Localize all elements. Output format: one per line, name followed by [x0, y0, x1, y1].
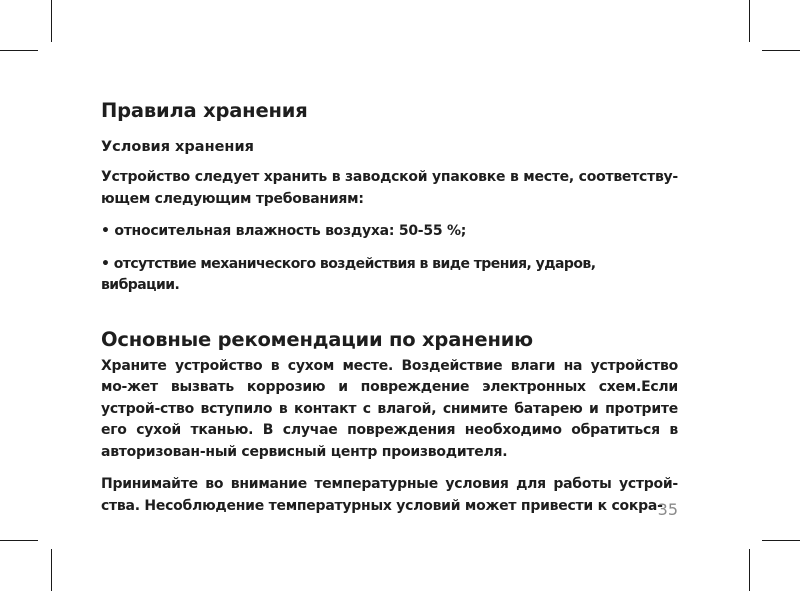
section-title: Основные рекомендации по хранению: [101, 327, 533, 351]
crop-mark-top-left-horizontal: [0, 50, 38, 51]
crop-mark-bottom-right-vertical: [749, 549, 750, 591]
storage-recommendations-section: [101, 324, 678, 518]
intro-paragraph: Устройство следует хранить в заводской упаковке в месте, соответству-ющем следующим требованиям:: [101, 169, 678, 207]
page-number: 35: [657, 500, 678, 519]
page-content: [101, 95, 678, 517]
crop-mark-top-left-vertical: [51, 0, 52, 42]
bullet-item: • относительная влажность воздуха: 50-55 %;: [101, 223, 467, 239]
crop-mark-top-right-vertical: [749, 0, 750, 42]
bullet-item: • отсутствие механического воздействия в виде трения, ударов, вибрации.: [101, 255, 596, 293]
storage-rules-section: [101, 95, 678, 297]
crop-mark-top-right-horizontal: [762, 50, 800, 51]
body-paragraph: Храните устройство в сухом месте. Воздействие влаги на устройство мо-жет вызвать коррозию и повреждение электронных схем.Если устрой-ство вступило в контакт с влагой, снимите батарею и протрите его сухой тканью. В случае повреждения необходимо обратиться в авторизован-ный сервисный центр производителя.: [101, 357, 678, 460]
crop-mark-bottom-left-horizontal: [0, 540, 38, 541]
body-paragraph: Принимайте во внимание температурные условия для работы устрой-ства. Несоблюдение температурных условий может привести к сокра-: [101, 476, 678, 514]
section-subtitle: Условия хранения: [101, 139, 254, 155]
crop-mark-bottom-right-horizontal: [762, 540, 800, 541]
crop-mark-bottom-left-vertical: [51, 549, 52, 591]
section-title: Правила хранения: [101, 99, 308, 122]
